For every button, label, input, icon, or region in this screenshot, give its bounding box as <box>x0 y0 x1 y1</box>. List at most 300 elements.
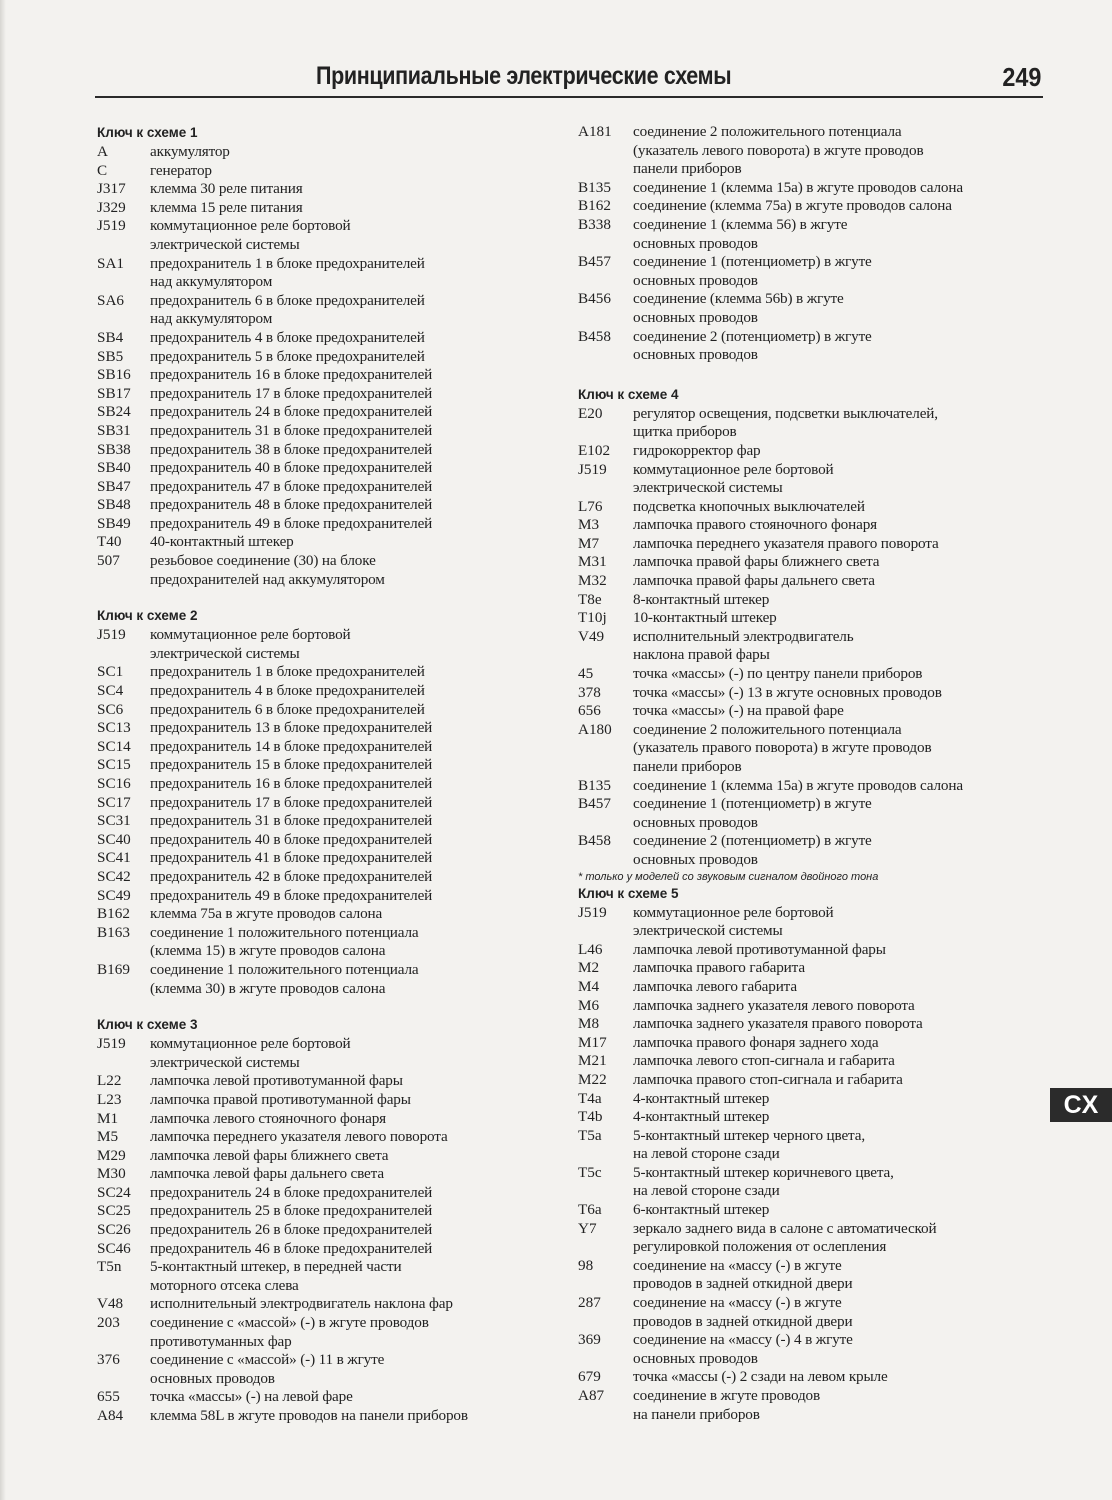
description-line: предохранитель 42 в блоке предохранителей <box>150 867 433 885</box>
entry-description <box>633 1164 1048 1201</box>
entry-description <box>633 959 1048 978</box>
entry-description <box>150 329 537 348</box>
entry-description <box>150 756 537 775</box>
description-line: лампочка левой противотуманной фары <box>150 1072 403 1090</box>
description-line: коммутационное реле бортовой <box>150 217 351 235</box>
entry-description <box>150 738 537 757</box>
description-line: лампочка левого стояночного фонаря <box>150 1109 386 1127</box>
entry-description <box>633 941 1048 960</box>
legend-entry <box>97 348 537 367</box>
legend-entry <box>578 1090 1048 1109</box>
description-line: регулировкой положения от ослепления <box>633 1238 887 1256</box>
entry-description <box>633 461 1048 498</box>
entry-description <box>150 403 537 422</box>
entry-description <box>633 572 1048 591</box>
description-line: соединение 2 (потенциометр) в жгуте <box>633 832 872 850</box>
entry-description <box>150 1184 537 1203</box>
description-line: на панели приборов <box>633 1405 760 1423</box>
footnote: * только у моделей со звуковым сигналом двойного тона <box>578 870 879 883</box>
entry-description <box>633 591 1048 610</box>
legend-entry <box>578 442 1048 461</box>
legend-entry <box>97 1388 537 1407</box>
description-line: зеркало заднего вида в салоне с автоматической <box>633 1219 937 1237</box>
entry-code: 656 <box>578 702 601 720</box>
entry-code: M2 <box>578 959 600 977</box>
description-line: соединение (клемма 56b) в жгуте <box>633 290 844 308</box>
description-line: предохранителей над аккумулятором <box>150 570 385 588</box>
entry-code: SC40 <box>97 830 131 848</box>
description-line: лампочка правой фары ближнего света <box>633 553 880 571</box>
description-line: исполнительный электродвигатель <box>633 627 854 645</box>
entry-code: 679 <box>578 1368 601 1386</box>
entry-code: SB24 <box>97 403 131 421</box>
entry-description <box>633 553 1048 572</box>
entry-description <box>150 719 537 738</box>
description-line: электрической системы <box>633 922 783 940</box>
entry-code: T10j <box>578 609 607 627</box>
entry-description <box>150 1407 537 1426</box>
entry-description <box>150 1165 537 1184</box>
legend-entry <box>97 1072 537 1091</box>
entry-description <box>150 1072 537 1091</box>
description-line: соединение в жгуте проводов <box>633 1387 821 1404</box>
entry-description <box>633 721 1048 777</box>
description-line: лампочка левого габарита <box>633 977 797 995</box>
entry-description <box>150 1035 537 1072</box>
description-line: точка «массы» (-) 13 в жгуте основных проводов <box>633 683 942 701</box>
entry-code: 203 <box>97 1314 120 1332</box>
legend-entry <box>97 255 537 292</box>
key-section <box>578 884 1048 1425</box>
description-line: клемма 58L в жгуте проводов на панели приборов <box>150 1407 468 1424</box>
legend-entry <box>97 794 537 813</box>
entry-description <box>150 348 537 367</box>
section-title: Ключ к схеме 3 <box>97 1017 198 1033</box>
legend-entry <box>578 795 1048 832</box>
entry-description <box>150 775 537 794</box>
page-title: Принципиальные электрические схемы <box>316 62 732 90</box>
legend-entry <box>578 721 1048 777</box>
description-line: 5-контактный штекер коричневого цвета, <box>633 1163 894 1181</box>
legend-entry <box>578 1034 1048 1053</box>
key-section <box>97 1015 537 1425</box>
description-line: соединение на «массу (-) в жгуте <box>633 1256 842 1274</box>
legend-entry <box>97 663 537 682</box>
legend-entry <box>578 978 1048 997</box>
legend-entry <box>97 719 537 738</box>
entry-code: SC31 <box>97 812 131 830</box>
entry-code: B458 <box>578 327 611 345</box>
section-title: Ключ к схеме 2 <box>97 608 198 624</box>
section-tab: CX <box>1050 1088 1112 1122</box>
description-line: аккумулятор <box>150 143 230 160</box>
key-section <box>97 123 537 589</box>
legend-entry <box>578 1127 1048 1164</box>
entry-code: T8e <box>578 590 602 608</box>
legend-entry <box>97 701 537 720</box>
description-line: 4-контактный штекер <box>633 1108 770 1126</box>
entry-code: L76 <box>578 497 603 515</box>
entry-description <box>633 978 1048 997</box>
description-line: лампочка правого стояночного фонаря <box>633 516 877 534</box>
entry-code: 376 <box>97 1351 120 1369</box>
description-line: подсветка кнопочных выключателей <box>633 497 865 515</box>
legend-entry <box>97 292 537 329</box>
entry-description <box>633 1220 1048 1257</box>
entry-code: SC46 <box>97 1239 131 1257</box>
entry-code: B135 <box>578 776 611 794</box>
entry-description <box>633 535 1048 554</box>
legend-entry <box>578 959 1048 978</box>
legend-entry <box>97 1240 537 1259</box>
description-line: лампочка правой фары дальнего света <box>633 572 875 590</box>
entry-code: SC1 <box>97 663 124 681</box>
section-title: Ключ к схеме 4 <box>578 386 679 402</box>
entry-description <box>150 292 537 329</box>
description-line: над аккумулятором <box>150 310 273 328</box>
entry-code: B456 <box>578 290 611 308</box>
description-line: панели приборов <box>633 758 742 775</box>
entry-description <box>150 496 537 515</box>
description-line: коммутационное реле бортовой <box>633 460 834 478</box>
description-line: соединение на «массу (-) 4 в жгуте <box>633 1331 853 1349</box>
entry-description <box>633 609 1048 628</box>
entry-code: M4 <box>578 977 600 995</box>
entry-code: SB48 <box>97 496 131 514</box>
description-line: соединение 1 (потенциометр) в жгуте <box>633 795 872 813</box>
section-title: Ключ к схеме 1 <box>97 125 198 140</box>
description-line: электрической системы <box>150 235 300 253</box>
entry-code: A87 <box>578 1387 605 1404</box>
legend-entry <box>578 684 1048 703</box>
description-line: противотуманных фар <box>150 1332 292 1350</box>
entry-code: T5c <box>578 1163 602 1181</box>
entry-description <box>150 162 537 181</box>
legend-entry <box>578 216 1048 253</box>
legend-entry <box>578 253 1048 290</box>
legend-entry <box>578 609 1048 628</box>
entry-description <box>150 868 537 887</box>
entry-description <box>633 904 1048 941</box>
entry-description <box>150 422 537 441</box>
left-column <box>97 123 537 1426</box>
description-line: 40-контактный штекер <box>150 533 294 551</box>
legend-entry <box>97 180 537 199</box>
description-line: соединение 1 (клемма 15а) в жгуте проводов салона <box>633 178 963 196</box>
description-line: основных проводов <box>150 1369 275 1387</box>
legend-entry <box>97 329 537 348</box>
entry-code: M32 <box>578 572 607 590</box>
description-line: предохранитель 40 в блоке предохранителей <box>150 459 433 477</box>
entry-description <box>633 832 1048 869</box>
legend-entry <box>578 405 1048 442</box>
entry-code: B163 <box>97 923 130 941</box>
description-line: лампочка левой фары дальнего света <box>150 1165 384 1183</box>
description-line: исполнительный электродвигатель наклона фар <box>150 1295 453 1313</box>
description-line: лампочка правой противотуманной фары <box>150 1090 411 1108</box>
description-line: предохранитель 14 в блоке предохранителей <box>150 737 433 755</box>
legend-entry <box>97 552 537 589</box>
legend-entry <box>97 1147 537 1166</box>
description-line: лампочка левой противотуманной фары <box>633 940 886 958</box>
entry-code: B162 <box>97 905 130 923</box>
key-section <box>578 123 1048 365</box>
entry-code: B457 <box>578 253 611 271</box>
entry-code: T4a <box>578 1089 602 1107</box>
entry-code: 378 <box>578 683 601 701</box>
description-line: на левой стороне сзади <box>633 1145 780 1163</box>
legend-entry <box>97 162 537 181</box>
entry-code: E20 <box>578 404 603 422</box>
legend-entry <box>578 572 1048 591</box>
description-line: предохранитель 26 в блоке предохранителей <box>150 1221 433 1239</box>
description-line: 8-контактный штекер <box>633 590 770 608</box>
description-line: предохранитель 48 в блоке предохранителей <box>150 496 433 514</box>
entry-description <box>150 1128 537 1147</box>
entry-code: M3 <box>578 516 600 534</box>
description-line: соединение 1 положительного потенциала <box>150 923 419 941</box>
entry-code: B162 <box>578 197 611 215</box>
legend-entry <box>97 1202 537 1221</box>
entry-code: SB5 <box>97 347 124 365</box>
entry-description <box>633 197 1048 216</box>
description-line: основных проводов <box>633 346 758 364</box>
description-line: предохранитель 49 в блоке предохранителей <box>150 514 433 532</box>
legend-entry <box>578 1368 1048 1387</box>
legend-entry <box>97 143 537 162</box>
description-line: предохранитель 6 в блоке предохранителей <box>150 291 425 309</box>
entry-code: M30 <box>97 1165 126 1183</box>
entry-description <box>150 1295 537 1314</box>
entry-code: SB47 <box>97 477 131 495</box>
legend-entry <box>97 868 537 887</box>
entry-code: C <box>97 161 108 179</box>
description-line: предохранитель 16 в блоке предохранителей <box>150 775 433 792</box>
legend-entry <box>97 1295 537 1314</box>
entry-code: J519 <box>578 460 607 478</box>
description-line: коммутационное реле бортовой <box>150 1035 351 1053</box>
description-line: соединение на «массу (-) в жгуте <box>633 1294 842 1312</box>
entry-description <box>150 663 537 682</box>
entry-code: 45 <box>578 665 594 683</box>
entry-code: A <box>97 143 108 160</box>
description-line: предохранитель 15 в блоке предохранителей <box>150 756 433 774</box>
description-line: основных проводов <box>633 234 758 252</box>
legend-entry <box>578 628 1048 665</box>
description-line: регулятор освещения, подсветки выключателей, <box>633 404 938 422</box>
legend-entry <box>578 1257 1048 1294</box>
entry-description <box>633 1071 1048 1090</box>
entry-description <box>150 441 537 460</box>
description-line: предохранитель 25 в блоке предохранителей <box>150 1202 433 1220</box>
description-line: 6-контактный штекер <box>633 1201 770 1219</box>
description-line: электрической системы <box>150 644 300 662</box>
legend-entry <box>578 832 1048 869</box>
entry-description <box>633 1201 1048 1220</box>
entry-code: 507 <box>97 552 120 570</box>
entry-description <box>150 1240 537 1259</box>
description-line: лампочка переднего указателя правого поворота <box>633 534 939 552</box>
legend-entry <box>578 1015 1048 1034</box>
page-edge <box>0 0 6 1500</box>
legend-entry <box>97 1351 537 1388</box>
entry-code: B135 <box>578 178 611 196</box>
entry-description <box>150 812 537 831</box>
entry-code: M6 <box>578 996 600 1014</box>
entry-description <box>633 997 1048 1016</box>
entry-description <box>150 180 537 199</box>
legend-entry <box>97 812 537 831</box>
entry-description <box>150 905 537 924</box>
entry-description <box>633 405 1048 442</box>
entry-code: SC4 <box>97 682 124 700</box>
description-line: предохранитель 24 в блоке предохранителей <box>150 1183 433 1201</box>
legend-entry <box>97 775 537 794</box>
legend-entry <box>578 702 1048 721</box>
description-line: 5-контактный штекер черного цвета, <box>633 1126 865 1144</box>
entry-code: SC42 <box>97 867 131 885</box>
legend-entry <box>97 1314 537 1351</box>
legend-entry <box>578 1201 1048 1220</box>
description-line: предохранитель 16 в блоке предохранителей <box>150 366 433 384</box>
entry-description <box>150 831 537 850</box>
entry-code: J519 <box>97 1035 126 1053</box>
description-line: предохранитель 40 в блоке предохранителей <box>150 830 433 848</box>
entry-code: SB49 <box>97 514 131 532</box>
entry-description <box>633 1108 1048 1127</box>
entry-code: V48 <box>97 1295 124 1313</box>
legend-entry <box>97 1165 537 1184</box>
description-line: точка «массы (-) 2 сзади на левом крыле <box>633 1368 888 1386</box>
description-line: основных проводов <box>633 850 758 868</box>
entry-description <box>633 1127 1048 1164</box>
legend-entry <box>578 777 1048 796</box>
entry-code: J519 <box>97 626 126 644</box>
legend-entry <box>578 1220 1048 1257</box>
entry-code: SC41 <box>97 849 131 867</box>
description-line: соединение 1 (клемма 15а) в жгуте проводов салона <box>633 776 963 794</box>
entry-description <box>633 328 1048 365</box>
description-line: соединение (клемма 75а) в жгуте проводов салона <box>633 197 952 215</box>
entry-code: M21 <box>578 1052 607 1070</box>
legend-entry <box>97 756 537 775</box>
description-line: лампочка правого фонаря заднего хода <box>633 1033 879 1051</box>
description-line: точка «массы» (-) на левой фаре <box>150 1388 353 1406</box>
entry-code: M17 <box>578 1033 607 1051</box>
legend-entry <box>578 179 1048 198</box>
entry-description <box>150 1091 537 1110</box>
legend-entry <box>97 1110 537 1129</box>
entry-description <box>150 515 537 534</box>
entry-code: M7 <box>578 534 600 552</box>
entry-description <box>633 1387 1048 1424</box>
description-line: наклона правой фары <box>633 646 770 664</box>
description-line: (указатель правого поворота) в жгуте проводов <box>633 739 932 757</box>
entry-code: L22 <box>97 1072 122 1090</box>
legend-entry <box>578 1052 1048 1071</box>
entry-code: M31 <box>578 553 607 571</box>
legend-entry <box>97 403 537 422</box>
description-line: 5-контактный штекер, в передней части <box>150 1258 402 1276</box>
entry-description <box>150 794 537 813</box>
legend-entry <box>97 1128 537 1147</box>
entry-code: SC14 <box>97 737 131 755</box>
entry-code: SC49 <box>97 886 131 904</box>
description-line: проводов в задней откидной двери <box>633 1312 853 1330</box>
entry-description <box>633 1331 1048 1368</box>
legend-entry <box>97 422 537 441</box>
description-line: предохранитель 38 в блоке предохранителей <box>150 440 433 458</box>
description-line: коммутационное реле бортовой <box>633 903 834 921</box>
entry-code: B458 <box>578 832 611 850</box>
legend-entry <box>578 516 1048 535</box>
description-line: генератор <box>150 161 212 179</box>
description-line: резьбовое соединение (30) на блоке <box>150 552 376 570</box>
entry-description <box>633 665 1048 684</box>
legend-entry <box>97 441 537 460</box>
entry-code: T6a <box>578 1201 602 1219</box>
legend-entry <box>97 887 537 906</box>
description-line: предохранитель 24 в блоке предохранителей <box>150 403 433 421</box>
description-line: 10-контактный штекер <box>633 609 777 627</box>
description-line: электрической системы <box>150 1053 300 1071</box>
description-line: лампочка переднего указателя левого поворота <box>150 1128 448 1146</box>
entry-code: SC15 <box>97 756 131 774</box>
description-line: щитка приборов <box>633 423 737 441</box>
description-line: предохранитель 1 в блоке предохранителей <box>150 254 425 272</box>
entry-code: T5n <box>97 1258 122 1276</box>
entry-description <box>150 533 537 552</box>
entry-code: B457 <box>578 795 611 813</box>
entry-code: V49 <box>578 627 605 645</box>
legend-entry <box>97 199 537 218</box>
description-line: основных проводов <box>633 813 758 831</box>
legend-entry <box>97 459 537 478</box>
legend-entry <box>97 961 537 998</box>
legend-entry <box>97 385 537 404</box>
legend-entry <box>578 290 1048 327</box>
legend-entry <box>97 924 537 961</box>
description-line: предохранитель 13 в блоке предохранителей <box>150 719 433 737</box>
legend-entry <box>578 591 1048 610</box>
legend-entry <box>97 1221 537 1240</box>
entry-description <box>150 552 537 589</box>
entry-code: SB17 <box>97 384 131 402</box>
entry-description <box>633 1034 1048 1053</box>
entry-description <box>150 366 537 385</box>
entry-code: SA6 <box>97 291 125 309</box>
legend-entry <box>578 461 1048 498</box>
entry-description <box>150 199 537 218</box>
entry-code: A84 <box>97 1407 124 1424</box>
section-title: Ключ к схеме 5 <box>578 885 679 901</box>
description-line: 4-контактный штекер <box>633 1089 770 1107</box>
description-line: соединение 1 (потенциометр) в жгуте <box>633 253 872 271</box>
description-line: основных проводов <box>633 1349 758 1367</box>
description-line: предохранитель 17 в блоке предохранителей <box>150 384 433 402</box>
entry-description <box>633 684 1048 703</box>
entry-description <box>633 516 1048 535</box>
description-line: над аккумулятором <box>150 273 273 291</box>
legend-entry <box>97 217 537 254</box>
entry-code: M8 <box>578 1015 600 1033</box>
description-line: клемма 15 реле питания <box>150 198 303 216</box>
legend-entry <box>97 1258 537 1295</box>
entry-description <box>150 255 537 292</box>
legend-entry <box>578 665 1048 684</box>
legend-entry <box>97 738 537 757</box>
entry-description <box>633 442 1048 461</box>
